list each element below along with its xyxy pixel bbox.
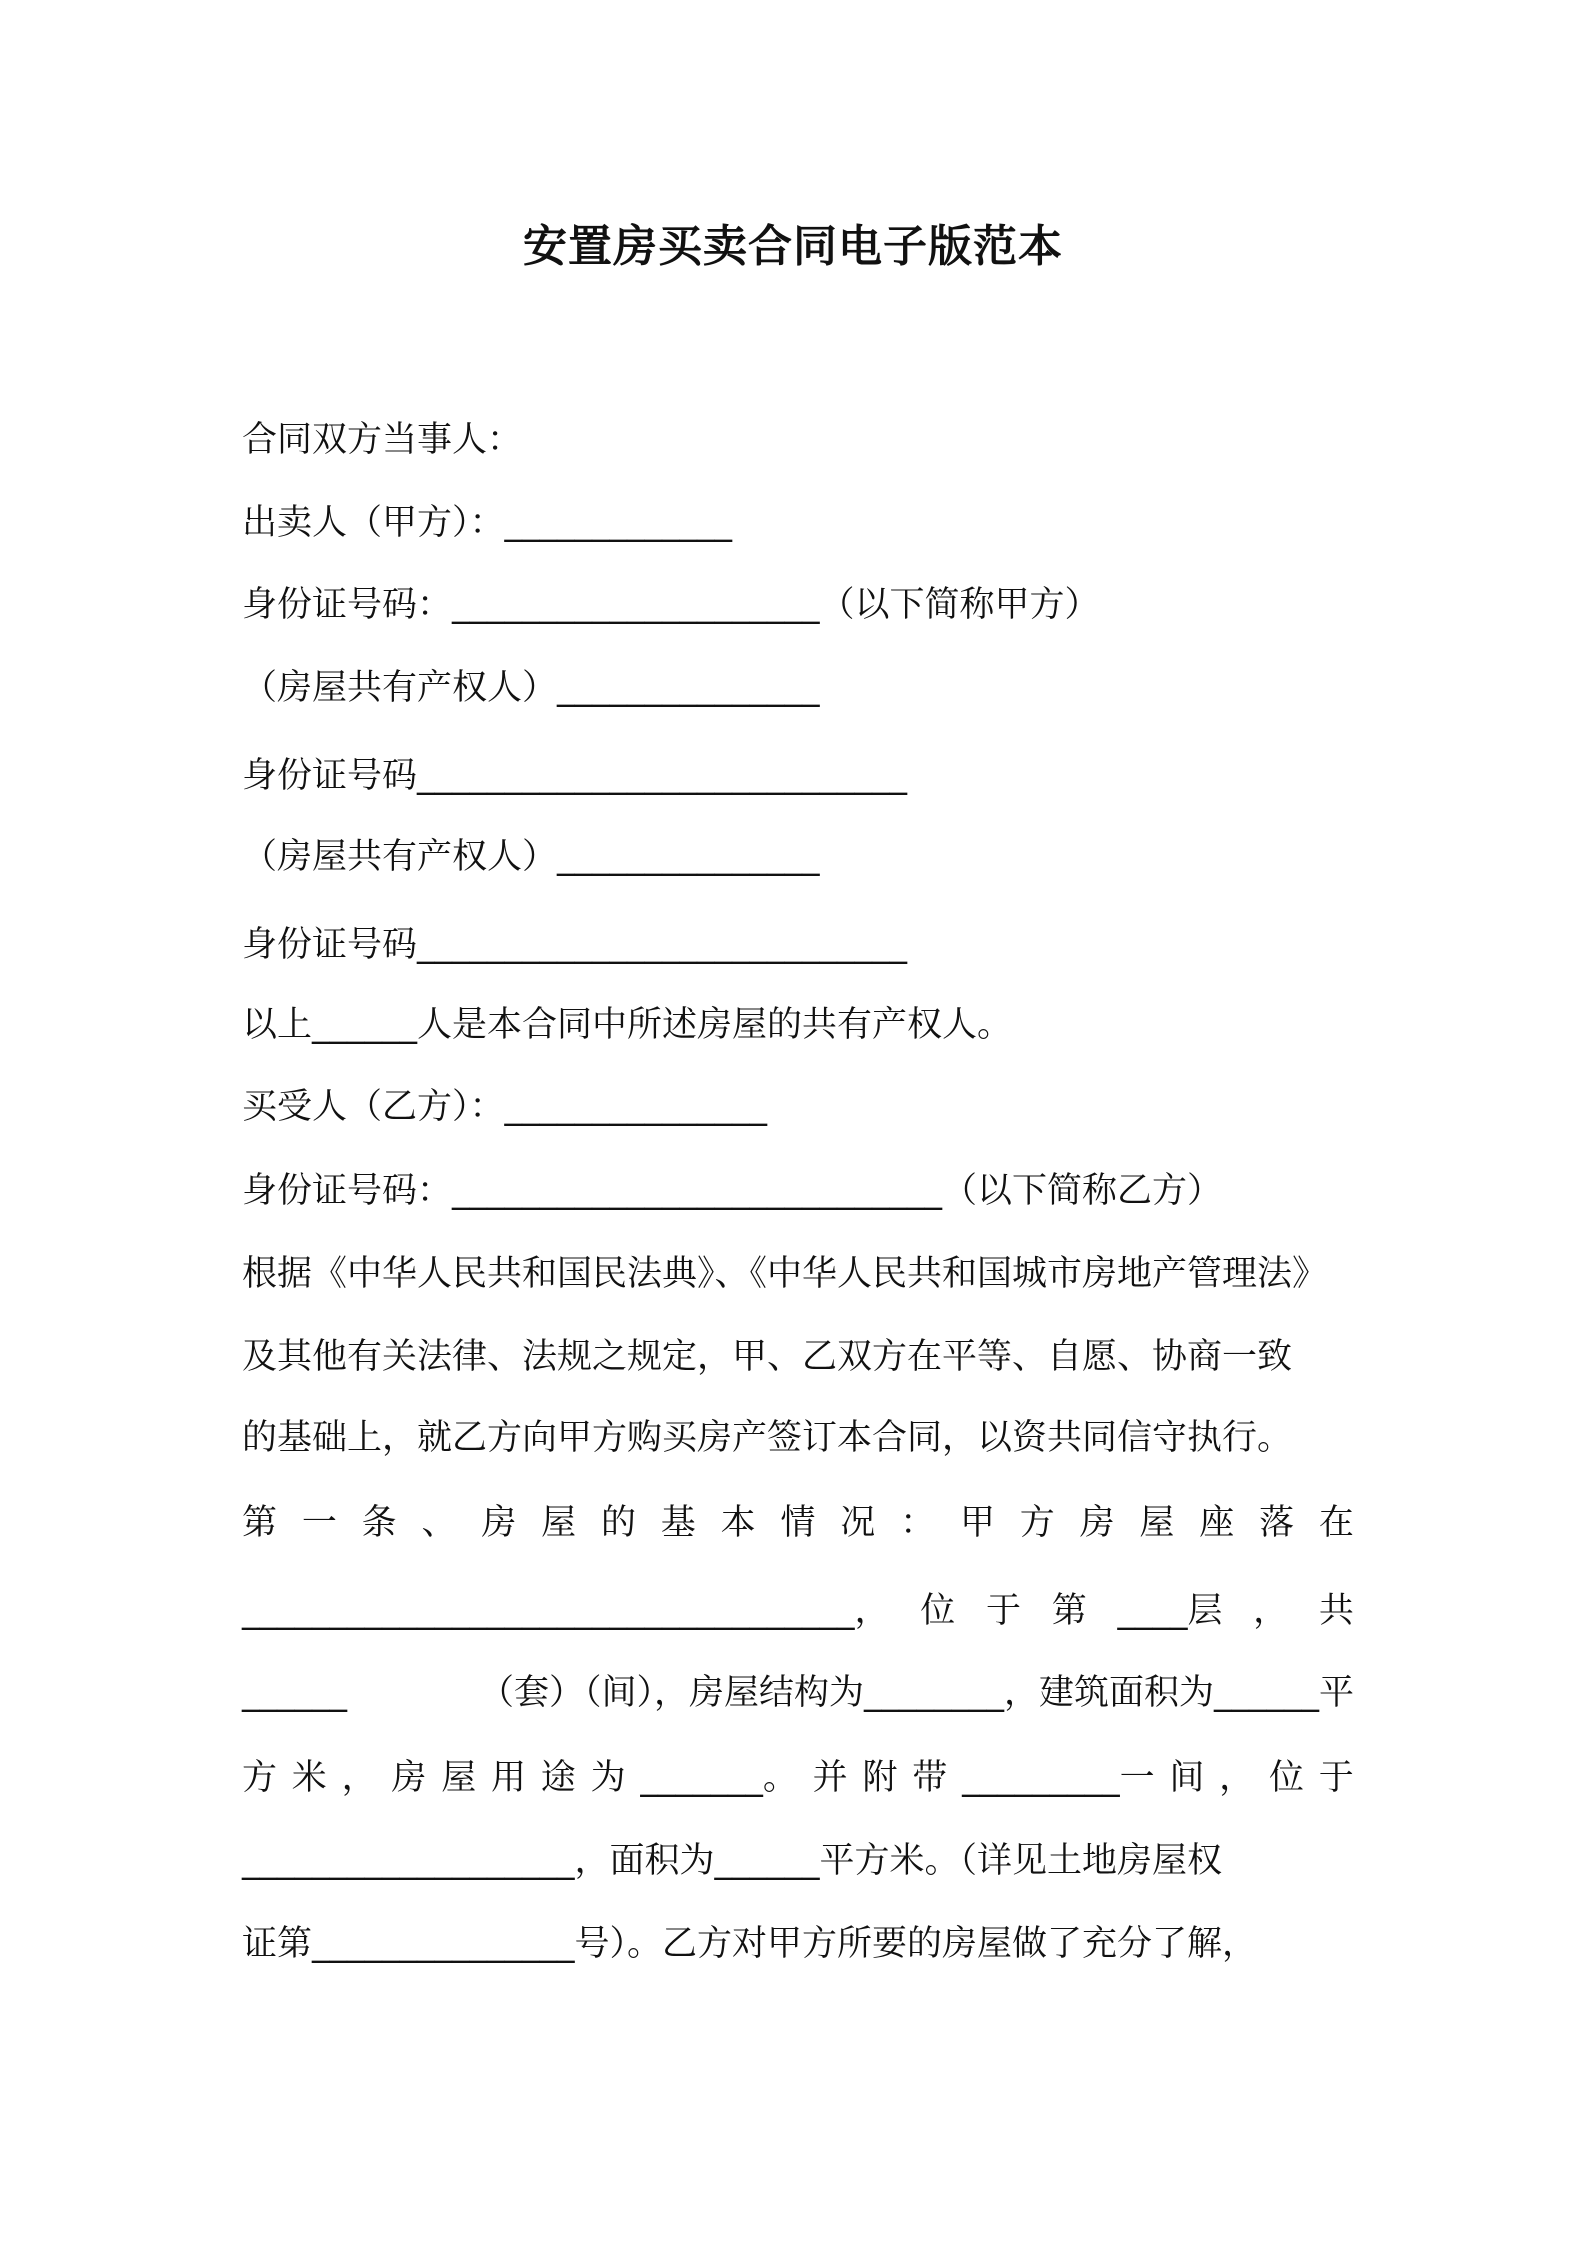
text-segment: 带 [912, 1758, 948, 1798]
text-segment: 于 [1318, 1758, 1354, 1798]
article1-line [242, 1668, 1354, 1718]
text-segment: 落 [1259, 1503, 1295, 1543]
text-segment: _________一 [962, 1758, 1155, 1798]
text-segment: 屋 [441, 1758, 477, 1798]
parties-heading: 合同双方当事人： [242, 420, 523, 460]
text-segment: 屋 [1139, 1503, 1175, 1543]
seller-line: 出卖人（甲方）：_____________ [242, 503, 733, 543]
co-owner-id-line: 身份证号码____________________________ [242, 925, 908, 965]
text-segment: 况 [840, 1503, 876, 1543]
text-segment: ， [1253, 1591, 1289, 1631]
buyer-id-line: 身份证号码：____________________________（以下简称乙方） [242, 1171, 1223, 1211]
legal-basis-line: 的基础上，就乙方向甲方购买房产签订本合同，以资共同信守执行。 [242, 1418, 1293, 1458]
text-segment: 方 [242, 1758, 278, 1798]
legal-basis-line: 及其他有关法律、法规之规定，甲、乙双方在平等、自愿、协商一致 [242, 1337, 1293, 1377]
co-owner-id-line: 身份证号码____________________________ [242, 756, 908, 796]
text-segment: 方 [1019, 1503, 1055, 1543]
text-segment: 座 [1199, 1503, 1235, 1543]
text-segment: 第 [1051, 1591, 1087, 1631]
buyer-line: 买受人（乙方）：_______________ [242, 1087, 768, 1127]
text-segment: 用 [490, 1758, 526, 1798]
document-title: 安置房买卖合同电子版范本 [523, 221, 1063, 272]
text-segment: 、 [421, 1503, 457, 1543]
text-segment: 房 [391, 1758, 427, 1798]
text-segment: 途 [540, 1758, 576, 1798]
co-owners-count-line: 以上______人是本合同中所述房屋的共有产权人。 [242, 1005, 1013, 1045]
text-segment: _______。 [640, 1758, 798, 1798]
text-segment: 米 [291, 1758, 327, 1798]
article1-line [242, 1919, 1354, 1969]
text-segment: 房 [1079, 1503, 1115, 1543]
text-segment: 情 [780, 1503, 816, 1543]
text-segment: 为 [590, 1758, 626, 1798]
text-segment: 本 [720, 1503, 756, 1543]
text-segment: 并 [812, 1758, 848, 1798]
text-segment: 于 [985, 1591, 1021, 1631]
text-segment: ______ [242, 1673, 347, 1713]
text-segment: 条 [361, 1503, 397, 1543]
text-segment: 一 [301, 1503, 337, 1543]
text-segment: 间 [1169, 1758, 1205, 1798]
article1-line [242, 1498, 1354, 1548]
co-owner-line: （房屋共有产权人）_______________ [242, 837, 820, 877]
article1-line [242, 1586, 1354, 1636]
text-segment: （套）（间），房屋结构为________，建筑面积为______平 [478, 1673, 1354, 1713]
text-segment: ____层 [1117, 1591, 1223, 1631]
text-segment: 屋 [541, 1503, 577, 1543]
text-segment: 在 [1318, 1503, 1354, 1543]
text-segment: ___________________，面积为______平方米。（详见土地房屋权 [242, 1841, 1223, 1881]
text-segment: ___________________________________， [242, 1591, 890, 1631]
seller-id-line: 身份证号码：_____________________（以下简称甲方） [242, 585, 1100, 625]
text-segment: 第 [242, 1503, 278, 1543]
text-segment: 证第_______________号）。乙方对甲方所要的房屋做了充分了解， [242, 1924, 1258, 1964]
text-segment: 共 [1318, 1591, 1354, 1631]
text-segment: ， [1219, 1758, 1255, 1798]
text-segment: 甲 [959, 1503, 995, 1543]
article1-line [242, 1753, 1354, 1803]
text-segment: 位 [920, 1591, 956, 1631]
text-segment: ， [341, 1758, 377, 1798]
legal-basis-line: 根据《中华人民共和国民法典》、《中华人民共和国城市房地产管理法》 [242, 1254, 1328, 1294]
text-segment: 房 [481, 1503, 517, 1543]
text-segment: 位 [1268, 1758, 1304, 1798]
text-segment: 附 [862, 1758, 898, 1798]
text-segment: 的 [600, 1503, 636, 1543]
text-segment: ： [900, 1503, 936, 1543]
text-segment: 基 [660, 1503, 696, 1543]
co-owner-line: （房屋共有产权人）_______________ [242, 668, 820, 708]
article1-line [242, 1836, 1354, 1886]
